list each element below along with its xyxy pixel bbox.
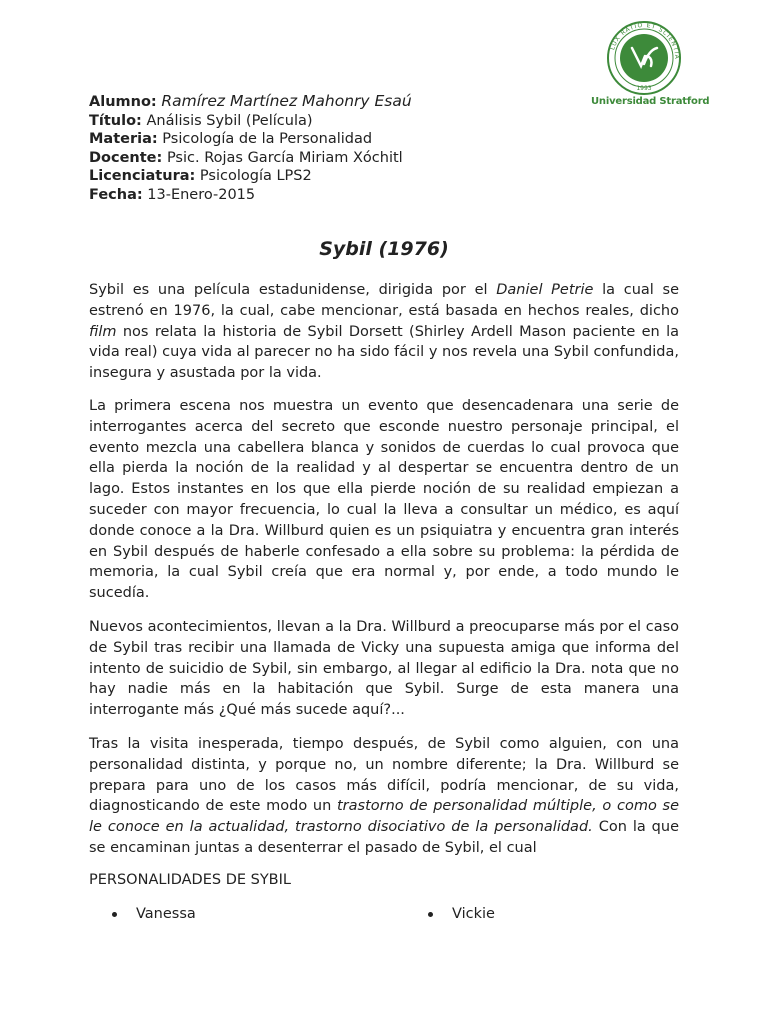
p4-diagnosis: trastorno de personalidad múltiple, o como se le conoce en la actualidad, trastorno disociativo de la personalidad. [89,798,680,836]
fecha-value: 13-Enero-2015 [147,186,256,203]
university-logo [591,20,710,116]
paragraph-1 [89,280,679,384]
fecha-row [89,186,412,205]
p1-text-e: nos relata la historia de Sybil Dorsett (Shirley Ardell Mason paciente en la vida real) cuya vida al parecer no ha sido fácil y nos revela una Sybil confundida, insegura y asustada por la vida. [89,323,679,382]
document-header [89,92,412,204]
licenciatura-label: Licenciatura: [89,168,196,184]
titulo-row [89,112,412,131]
university-name: Universidad Stratford [591,96,710,107]
p2-text: La primera escena nos muestra un evento que desencadenara una serie de interrogantes acerca del secreto que esconde nuestro personaje principal, el evento mezcla una cabellera blanca y sonidos de cuerdas lo cual provoca que ella pierda la noción de la realidad y al despertar se encuentra dentro de un lago. Estos instantes en los que ella pierde noción de su realidad empiezan a suceder con mayor frecuencia, lo cual la lleva a consultar un médico, es aquí donde conoce a la Dra. Willburd quien es un psiquiatra y encuentra gran interés en Sybil después de haberle confesado a ella sobre su problema: la pérdida de memoria, la cual Sybil creía que era normal y, por ende, a todo mundo le sucedía. [89,398,679,602]
titulo-label: Título: [89,112,142,129]
docente-row [89,149,412,168]
licenciatura-row [89,167,412,186]
p4-text-a: Tras la visita inesperada, tiempo después, de Sybil como alguien, con una personalidad distinta, y porque no, un nombre diferente; la Dra. Willburd se prepara para uno de los casos más difícil, podría mencionar, de su vida, diagnosticando de este modo un [89,736,679,815]
university-seal-icon [591,20,697,96]
fecha-label: Fecha: [89,186,143,203]
materia-value: Psicología de la Personalidad [162,131,373,147]
personality-name: Vanessa [136,906,196,922]
licenciatura-value: Psicología LPS2 [199,168,312,184]
p4-text-c: Con la que se encaminan juntas a desenterrar el pasado de Sybil, el cual [89,819,679,856]
alumno-value: Ramírez Martínez Mahonry Esaú [161,92,412,110]
p1-text-c: la cual se estrenó en 1976, la cual, cabe mencionar, está basada en hechos reales, dicho [89,282,680,319]
docente-label: Docente: [89,149,163,166]
alumno-row [89,92,412,112]
materia-row [89,130,412,149]
bullet-icon [112,912,117,917]
paragraph-4 [89,734,679,859]
seal-year: 1993 [636,85,652,92]
list-item [112,906,196,922]
seal-ring-text: LUX RATIO ET SCIENTIA [609,21,681,60]
titulo-value: Análisis Sybil (Película) [146,112,313,129]
bullet-icon [428,912,433,917]
document-title: Sybil (1976) [319,238,449,260]
docente-value: Psic. Rojas García Miriam Xóchitl [166,149,403,166]
p1-text-a: Sybil es una película estadunidense, dirigida por el [89,282,497,298]
alumno-label: Alumno: [89,94,157,110]
paragraph-3 [89,617,679,721]
personality-name: Vickie [452,906,495,922]
p1-film: film [89,323,117,340]
paragraph-2 [89,396,679,604]
section-heading: PERSONALIDADES DE SYBIL [89,872,291,888]
p1-director: Daniel Petrie [496,282,594,298]
materia-label: Materia: [89,131,158,147]
p3-text: Nuevos acontecimientos, llevan a la Dra. Willburd a preocuparse más por el caso de Sybil tras recibir una llamada de Vicky una supuesta amiga que informa del intento de suicidio de Sybil, sin embargo, al llegar al edificio la Dra. nota que no hay nadie más en la habitación que Sybil. Surge de esta manera una interrogante más ¿Qué más sucede aquí?... [89,619,679,719]
list-item [428,906,495,922]
